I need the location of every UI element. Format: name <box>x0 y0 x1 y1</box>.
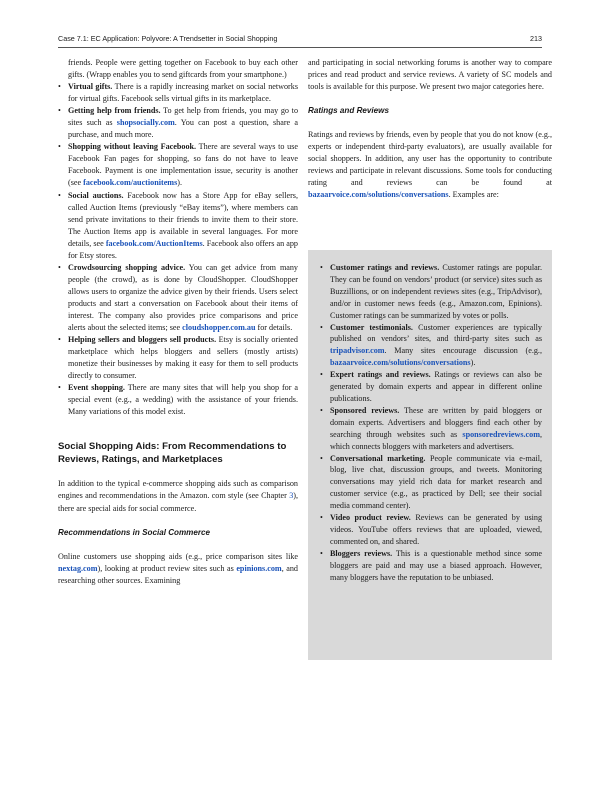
right-column <box>308 57 552 201</box>
epinions-link[interactable]: epinions.com <box>236 563 282 573</box>
ratings-examples-list <box>320 262 542 583</box>
list-item: • Virtual gifts. There is a rapidly increasing market on social networks for virtual gifts. Facebook sells virtual gifts in its marketplace. <box>58 81 298 105</box>
nextag-link[interactable]: nextag.com <box>58 563 98 573</box>
tripadvisor-link[interactable]: tripadvisor.com <box>330 346 385 356</box>
list-item: • Getting help from friends. To get help from friends, you may go to sites such as shopsocially.com. You can post a question, share a purchase, and much more. <box>58 105 298 141</box>
facebook-auctionitems-link-2[interactable]: facebook.com/AuctionItems <box>105 238 203 248</box>
facebook-auctionitems-link[interactable]: facebook.com/auctionitems <box>83 178 178 188</box>
list-item: • Event shopping. There are many sites that will help you shop for a special event (e.g., a wedding) with the assistance of your friends. Many variations of this model exist. <box>58 382 298 418</box>
list-item: • Helping sellers and bloggers sell products. Etsy is socially oriented marketplace which helps bloggers and sellers (mostly artists) monetize their businesses by making it easy for them to sell products directly to consumer. <box>58 334 298 382</box>
running-header-title: Case 7.1: EC Application: Polyvore: A Trendsetter in Social Shopping <box>58 34 278 43</box>
bazaarvoice-link-2[interactable]: bazaarvoice.com/solutions/conversations <box>330 358 471 368</box>
subsection-heading: Recommendations in Social Commerce <box>58 527 211 537</box>
intro-continuation: friends. People were getting together on Facebook to buy each other gifts. (Wrapp enables you to send giftcards from your smartphone.) <box>68 58 298 80</box>
header-rule <box>58 47 542 48</box>
examples-box-content <box>320 262 542 583</box>
sponsoredreviews-link[interactable]: sponsoredreviews.com <box>462 429 540 439</box>
ratings-reviews-heading: Ratings and Reviews <box>308 106 389 116</box>
list-item: • Sponsored reviews. These are written by paid bloggers or domain experts. Advertisers and bloggers find each other by searching through websites such as sponsoredreviews.com, which connects bloggers with marketers and advertisers. <box>320 405 542 453</box>
running-header <box>58 34 542 48</box>
list-item: • Conversational marketing. People communicate via e-mail, blog, live chat, discussion groups, and tweets. Monitoring conversations may yield rich data for market research and customer service (e.g., as practiced by Dell; see their social media command center). <box>320 453 542 513</box>
list-item: • Video product review. Reviews can be generated by using videos. YouTube offers reviews that are uploaded, viewed, commented on, and shared. <box>320 512 542 548</box>
page-number: 213 <box>530 34 542 43</box>
shopsocially-link[interactable]: shopsocially.com <box>116 118 175 128</box>
bazaarvoice-link[interactable]: bazaarvoice.com/solutions/conversations <box>308 190 449 200</box>
list-item: • Expert ratings and reviews. Ratings or reviews can also be generated by domain experts and appear in different online publications. <box>320 369 542 405</box>
subsection-paragraph: Online customers use shopping aids (e.g., price comparison sites like nextag.com), looking at product review sites such as epinions.com, and researching other sources. Examining <box>58 551 298 585</box>
ratings-paragraph: Ratings and reviews by friends, even by people that you do not know (e.g., experts or independent third-party evaluators), are usually available for social shoppers. In addition, any user has the opportunity to contribute reviews and participate in relevant discussions. Some tools for conducting rating and reviews can be found at bazaarvoice.com/solutions/conversations. Examples are: <box>308 130 552 200</box>
list-item: • Customer ratings and reviews. Customer ratings are popular. They can be found on vendors’ product (or service) sites such as Buzzillions, or on independent reviews sites (e.g., TripAdvisor), and/or in customer news feeds (e.g., Amazon.com, Epinions). Customer ratings can be summarized by votes or polls. <box>320 262 542 322</box>
chapter-link[interactable]: 3 <box>289 491 294 501</box>
cloudshopper-link[interactable]: cloudshopper.com.au <box>182 323 256 333</box>
list-item: • Bloggers reviews. This is a questionable method since some bloggers are paid and may use a biased approach. However, many bloggers have the reputation to be unbiased. <box>320 548 542 584</box>
list-item: • Shopping without leaving Facebook. There are several ways to use Facebook Fan pages for shopping, so fans do not have to leave Facebook. Payment is one implementation issue, security is another (see facebook.com/auctionitems). <box>58 141 298 189</box>
list-item: • Crowdsourcing shopping advice. You can get advice from many people (the crowd), as is done by CloudShopper. CloudShopper allows users to organize the advice given by their friends. Users select products and start a conversation on Facebook about their items of interest. The company also provides price comparisons and price alerts about the selected items; see cloudshopper.com.au for details. <box>58 262 298 334</box>
section-paragraph: In addition to the typical e-commerce shopping aids such as comparison engines and recommendations in the Amazon. com style (see Chapter 3), there are special aids for social commerce. <box>58 479 298 513</box>
social-shopping-list <box>58 81 298 418</box>
left-column <box>58 57 298 587</box>
right-intro-paragraph: and participating in social networking forums is another way to compare prices and read product and service reviews. A variety of SC models and tools is available for this purpose. We present two major categories here. <box>308 58 552 92</box>
section-heading: Social Shopping Aids: From Recommendations to Reviews, Ratings, and Marketplaces <box>58 441 287 466</box>
list-item: • Customer testimonials. Customer experiences are typically published on vendors’ sites, and third-party sites such as tripadvisor.com. Many sites encourage discussion (e.g., bazaarvoice.com/solutions/conversations). <box>320 322 542 370</box>
list-item: • Social auctions. Facebook now has a Store App for eBay sellers, called Auction Items (previously “eBay items”), where members can send private invitations to their friends to invite them to their store. The Auction Items app is available in several languages. For more details, see facebook.com/AuctionItems. Facebook also offers an app for Etsy stores. <box>58 190 298 262</box>
